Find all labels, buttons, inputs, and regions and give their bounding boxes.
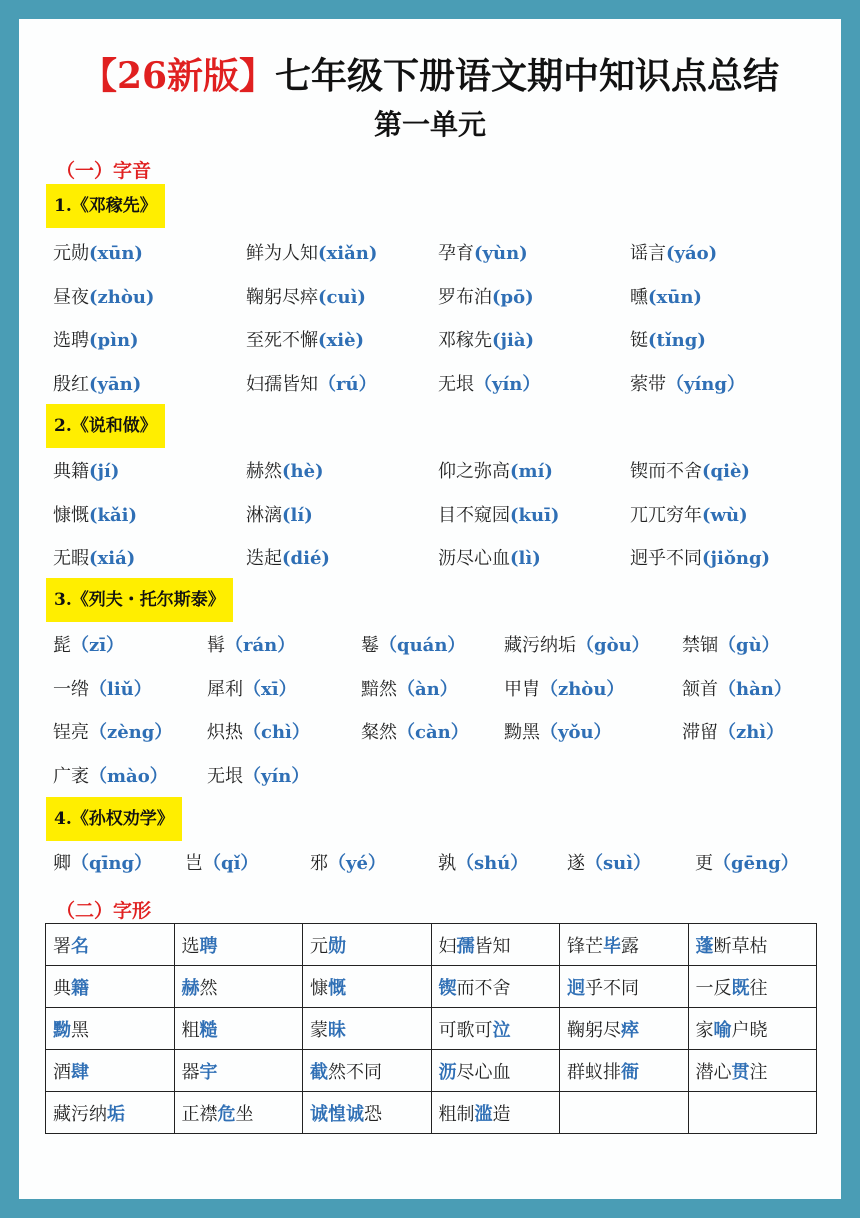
word-text: 妇孺皆知 <box>246 373 318 395</box>
word-text: 禁锢 <box>682 635 718 656</box>
glyph-cell <box>431 966 560 1008</box>
word-entry <box>53 711 172 755</box>
pinyin-text: （yǒu） <box>540 722 612 743</box>
plain-text: 元 <box>310 935 328 957</box>
highlighted-char: 垢 <box>107 1103 125 1125</box>
word-row <box>0 363 860 407</box>
word-entry <box>185 842 258 886</box>
plain-text: 藏污纳 <box>53 1103 107 1125</box>
highlighted-char: 籍 <box>71 977 89 999</box>
word-text: 仰之弥高 <box>438 461 510 482</box>
glyph-row <box>46 1008 817 1050</box>
section-pronunciation-heading: （一）字音 <box>56 160 152 182</box>
edition-tag: 【26新版】 <box>80 55 276 97</box>
word-row <box>0 755 860 799</box>
word-text: 髭 <box>53 635 71 656</box>
word-entry <box>246 450 324 494</box>
word-text: 邪 <box>310 853 328 874</box>
glyph-row <box>46 1092 817 1134</box>
pinyin-text: （zī） <box>71 635 125 656</box>
word-text: 孕育 <box>438 243 474 264</box>
glyph-cell <box>303 1092 432 1134</box>
word-entry <box>630 450 750 494</box>
glyph-cell <box>560 924 689 966</box>
plain-text: 正襟 <box>181 1103 218 1125</box>
highlighted-char: 迥 <box>567 977 585 999</box>
plain-text: 而不舍 <box>456 977 511 999</box>
glyph-cell <box>688 966 817 1008</box>
lesson-3-word-list <box>0 624 860 798</box>
word-text: 兀兀穷年 <box>630 504 702 526</box>
word-entry <box>630 319 706 363</box>
plain-text: 粗 <box>181 1019 200 1041</box>
highlighted-char: 赫 <box>181 977 200 999</box>
pinyin-text: （rán） <box>225 635 296 656</box>
glyph-cell <box>46 1092 175 1134</box>
glyph-cell <box>431 1050 560 1092</box>
pinyin-text: （zhì） <box>718 722 785 743</box>
pinyin-text: （yíng） <box>666 373 745 395</box>
highlighted-char: 喻 <box>713 1019 732 1041</box>
word-entry <box>246 363 377 407</box>
word-entry <box>53 842 152 886</box>
word-text: 甲胄 <box>504 678 540 700</box>
word-text: 鲜为人知 <box>246 243 318 264</box>
word-entry <box>246 537 330 581</box>
word-text: 迥乎不同 <box>630 548 702 569</box>
word-entry <box>53 363 141 407</box>
pinyin-text: （liǔ） <box>89 678 152 700</box>
pinyin-text: （zhòu） <box>540 678 625 700</box>
word-text: 鬈 <box>361 635 379 656</box>
word-text: 孰 <box>438 853 456 874</box>
page-title <box>0 48 860 99</box>
lesson-2-title: 2.《说和做》 <box>46 404 165 448</box>
pinyin-text: （yín） <box>243 765 310 787</box>
glyph-cell <box>560 1092 689 1134</box>
pinyin-text: （gēng） <box>713 853 799 874</box>
word-text: 广袤 <box>53 765 89 787</box>
word-text: 卿 <box>53 853 71 874</box>
word-text: 无暇 <box>53 548 89 569</box>
pinyin-text: （qǐ） <box>203 853 259 874</box>
plain-text: 往 <box>749 977 768 999</box>
highlighted-char: 名 <box>71 935 89 957</box>
pinyin-text: (yùn) <box>474 243 528 264</box>
glyph-cell <box>174 1092 303 1134</box>
highlighted-char: 泣 <box>492 1019 511 1041</box>
word-text: 更 <box>695 853 713 874</box>
plain-text: 然 <box>199 977 218 999</box>
word-entry <box>53 624 124 668</box>
glyph-cell <box>303 1008 432 1050</box>
word-entry <box>53 755 168 799</box>
word-entry <box>438 363 540 407</box>
word-text: 黝黑 <box>504 722 540 743</box>
word-text: 曛 <box>630 286 648 308</box>
highlighted-char: 衙 <box>621 1061 639 1083</box>
word-text: 遂 <box>567 853 585 874</box>
pinyin-text: (kuī) <box>510 504 560 526</box>
plain-text: 尽心血 <box>456 1061 511 1083</box>
pinyin-text: （chì） <box>243 722 310 743</box>
plain-text: 黑 <box>71 1019 89 1041</box>
glyph-cell <box>174 1008 303 1050</box>
glyph-table <box>45 923 817 1134</box>
pinyin-text: (cuì) <box>318 286 366 308</box>
word-entry <box>53 494 137 538</box>
highlighted-char: 锲 <box>438 977 457 999</box>
pinyin-text: (xiè) <box>318 330 365 351</box>
glyph-cell <box>688 1050 817 1092</box>
pinyin-text: (xiǎn) <box>318 243 378 264</box>
plain-text: 注 <box>749 1061 768 1083</box>
plain-text: 酒 <box>53 1061 71 1083</box>
glyph-cell <box>303 924 432 966</box>
word-text: 无垠 <box>207 765 243 787</box>
plain-text: 锋芒 <box>567 935 603 957</box>
glyph-cell <box>431 1092 560 1134</box>
plain-text: 可歌可 <box>438 1019 493 1041</box>
word-entry <box>438 494 559 538</box>
word-row <box>0 842 860 886</box>
word-entry <box>682 624 780 668</box>
pinyin-text: （gù） <box>718 635 780 656</box>
unit-heading: 第一单元 <box>373 108 486 141</box>
word-entry <box>361 711 469 755</box>
word-entry <box>53 276 154 320</box>
glyph-cell <box>431 924 560 966</box>
pinyin-text: （yín） <box>474 373 541 395</box>
word-text: 淋漓 <box>246 504 282 526</box>
word-text: 无垠 <box>438 373 474 395</box>
highlighted-char: 沥 <box>438 1061 457 1083</box>
pinyin-text: (xiá) <box>89 548 136 569</box>
word-entry <box>53 232 143 276</box>
pinyin-text: (pō) <box>492 286 534 308</box>
word-entry <box>53 319 139 363</box>
word-entry <box>567 842 651 886</box>
word-entry <box>207 711 310 755</box>
word-text: 铤 <box>630 330 648 351</box>
highlighted-char: 诚惶诚 <box>310 1103 364 1125</box>
word-entry <box>630 494 748 538</box>
highlighted-char: 聘 <box>199 935 218 957</box>
word-text: 迭起 <box>246 548 282 569</box>
pinyin-text: (qiè) <box>702 461 750 482</box>
word-text: 颔首 <box>682 678 718 700</box>
word-entry <box>695 842 799 886</box>
glyph-cell <box>688 1092 817 1134</box>
glyph-row <box>46 924 817 966</box>
plain-text: 坐 <box>235 1103 254 1125</box>
pinyin-text: (lì) <box>510 548 541 569</box>
highlighted-char: 既 <box>731 977 750 999</box>
lesson-1-title: 1.《邓稼先》 <box>46 184 165 228</box>
word-text: 犀利 <box>207 678 243 700</box>
word-entry <box>246 319 364 363</box>
glyph-row <box>46 1050 817 1092</box>
pinyin-text: (lí) <box>282 504 313 526</box>
word-entry <box>246 232 377 276</box>
plain-text: 蒙 <box>310 1019 328 1041</box>
plain-text: 慷 <box>310 977 328 999</box>
pinyin-text: (hè) <box>282 461 324 482</box>
plain-text: 妇 <box>438 935 457 957</box>
glyph-row <box>46 966 817 1008</box>
pinyin-text: (yáo) <box>666 243 718 264</box>
word-entry <box>438 450 553 494</box>
word-entry <box>682 668 792 712</box>
word-entry <box>53 450 119 494</box>
highlighted-char: 肆 <box>71 1061 89 1083</box>
word-entry <box>504 711 612 755</box>
word-text: 萦带 <box>630 373 666 395</box>
word-text: 岂 <box>185 853 203 874</box>
word-entry <box>438 842 528 886</box>
word-text: 慷慨 <box>53 504 89 526</box>
glyph-cell <box>688 1008 817 1050</box>
word-entry <box>207 624 295 668</box>
plain-text: 皆知 <box>474 935 511 957</box>
word-entry <box>438 537 541 581</box>
word-row <box>0 668 860 712</box>
word-text: 典籍 <box>53 461 89 482</box>
word-text: 殷红 <box>53 373 89 395</box>
pinyin-text: (yān) <box>89 373 142 395</box>
word-entry <box>630 232 717 276</box>
word-text: 谣言 <box>630 243 666 264</box>
glyph-cell <box>431 1008 560 1050</box>
word-entry <box>504 668 624 712</box>
word-row <box>0 319 860 363</box>
title-text: 七年级下册语文期中知识点总结 <box>275 55 780 97</box>
word-row <box>0 624 860 668</box>
plain-text: 潜心 <box>695 1061 732 1083</box>
word-entry <box>207 755 309 799</box>
pinyin-text: (xūn) <box>648 286 702 308</box>
plain-text: 典 <box>53 977 71 999</box>
pinyin-text: （yé） <box>328 853 386 874</box>
word-entry <box>310 842 386 886</box>
plain-text: 署 <box>53 935 71 957</box>
word-text: 一绺 <box>53 678 89 700</box>
pinyin-text: (tǐng) <box>648 330 706 351</box>
pinyin-text: （gòu） <box>576 635 650 656</box>
glyph-cell <box>46 966 175 1008</box>
pinyin-text: （qīng） <box>71 853 153 874</box>
word-text: 滞留 <box>682 722 718 743</box>
word-row <box>0 537 860 581</box>
glyph-cell <box>46 1008 175 1050</box>
pinyin-text: （shú） <box>456 853 529 874</box>
pinyin-text: (jià) <box>492 330 535 351</box>
pinyin-text: （àn） <box>397 678 458 700</box>
word-text: 粲然 <box>361 722 397 743</box>
highlighted-char: 危 <box>217 1103 236 1125</box>
word-text: 昼夜 <box>53 286 89 308</box>
highlighted-char: 截 <box>310 1061 328 1083</box>
word-text: 锲而不舍 <box>630 461 702 482</box>
plain-text: 恐 <box>364 1103 382 1125</box>
word-entry <box>438 276 534 320</box>
pinyin-text: （càn） <box>397 722 469 743</box>
word-row <box>0 450 860 494</box>
highlighted-char: 毕 <box>603 935 621 957</box>
highlighted-char: 黝 <box>53 1019 71 1041</box>
word-text: 赫然 <box>246 461 282 482</box>
pinyin-text: （rú） <box>318 373 377 395</box>
lesson-4-word-list <box>0 842 860 886</box>
lesson-3-title: 3.《列夫・托尔斯泰》 <box>46 578 233 622</box>
word-entry <box>361 624 465 668</box>
pinyin-text: (dié) <box>282 548 330 569</box>
word-text: 沥尽心血 <box>438 548 510 569</box>
word-entry <box>246 276 366 320</box>
word-text: 锃亮 <box>53 722 89 743</box>
highlighted-char: 勋 <box>328 935 346 957</box>
plain-text: 户晓 <box>731 1019 768 1041</box>
pinyin-text: (xūn) <box>89 243 143 264</box>
highlighted-char: 慨 <box>328 977 346 999</box>
pinyin-text: （hàn） <box>718 678 792 700</box>
plain-text: 断草枯 <box>713 935 768 957</box>
pinyin-text: (jiǒng) <box>702 548 771 569</box>
word-text: 罗布泊 <box>438 286 492 308</box>
glyph-cell <box>174 1050 303 1092</box>
pinyin-text: （suì） <box>585 853 652 874</box>
glyph-cell <box>46 1050 175 1092</box>
pinyin-text: (kǎi) <box>89 504 138 526</box>
plain-text: 然不同 <box>328 1061 382 1083</box>
glyph-cell <box>174 924 303 966</box>
word-entry <box>630 276 702 320</box>
pinyin-text: (pìn) <box>89 330 139 351</box>
pinyin-text: (zhòu) <box>89 286 155 308</box>
word-entry <box>504 624 650 668</box>
pinyin-text: （mào） <box>89 765 168 787</box>
pinyin-text: (jí) <box>89 461 120 482</box>
pinyin-text: （quán） <box>379 635 466 656</box>
highlighted-char: 昧 <box>328 1019 346 1041</box>
glyph-cell <box>174 966 303 1008</box>
glyph-cell <box>560 966 689 1008</box>
highlighted-char: 蓬 <box>695 935 714 957</box>
pinyin-text: (wù) <box>702 504 748 526</box>
plain-text: 乎不同 <box>585 977 639 999</box>
word-text: 鞠躬尽瘁 <box>246 286 318 308</box>
highlighted-char: 糙 <box>199 1019 218 1041</box>
word-entry <box>361 668 458 712</box>
highlighted-char: 滥 <box>474 1103 493 1125</box>
word-entry <box>630 363 745 407</box>
section-glyph-heading: （二）字形 <box>56 900 152 922</box>
word-entry <box>207 668 297 712</box>
word-text: 目不窥园 <box>438 504 510 526</box>
word-row <box>0 232 860 276</box>
word-entry <box>246 494 313 538</box>
glyph-cell <box>560 1008 689 1050</box>
plain-text: 群蚁排 <box>567 1061 621 1083</box>
word-entry <box>438 319 534 363</box>
highlighted-char: 孺 <box>456 935 475 957</box>
lesson-4-title: 4.《孙权劝学》 <box>46 797 182 841</box>
word-entry <box>630 537 770 581</box>
word-entry <box>682 711 784 755</box>
glyph-cell <box>560 1050 689 1092</box>
word-row <box>0 494 860 538</box>
word-row <box>0 711 860 755</box>
plain-text: 露 <box>621 935 639 957</box>
word-text: 髯 <box>207 635 225 656</box>
glyph-cell <box>303 966 432 1008</box>
word-text: 选聘 <box>53 330 89 351</box>
plain-text: 粗制 <box>438 1103 475 1125</box>
glyph-cell <box>303 1050 432 1092</box>
word-text: 炽热 <box>207 722 243 743</box>
glyph-cell <box>688 924 817 966</box>
lesson-2-word-list <box>0 450 860 581</box>
lesson-1-word-list <box>0 232 860 406</box>
word-text: 黯然 <box>361 678 397 700</box>
word-text: 藏污纳垢 <box>504 635 576 656</box>
word-text: 元勋 <box>53 243 89 264</box>
pinyin-text: （zèng） <box>89 722 173 743</box>
plain-text: 家 <box>695 1019 714 1041</box>
highlighted-char: 宇 <box>199 1061 218 1083</box>
word-entry <box>438 232 528 276</box>
plain-text: 造 <box>492 1103 511 1125</box>
word-entry <box>53 537 135 581</box>
glyph-cell <box>46 924 175 966</box>
word-row <box>0 276 860 320</box>
word-entry <box>53 668 152 712</box>
pinyin-text: （xī） <box>243 678 297 700</box>
highlighted-char: 贯 <box>731 1061 750 1083</box>
plain-text: 器 <box>181 1061 200 1083</box>
plain-text: 一反 <box>695 977 732 999</box>
plain-text: 选 <box>181 935 200 957</box>
pinyin-text: (mí) <box>510 461 553 482</box>
highlighted-char: 瘁 <box>621 1019 639 1041</box>
plain-text: 鞠躬尽 <box>567 1019 621 1041</box>
word-text: 邓稼先 <box>438 330 492 351</box>
word-text: 至死不懈 <box>246 330 318 351</box>
